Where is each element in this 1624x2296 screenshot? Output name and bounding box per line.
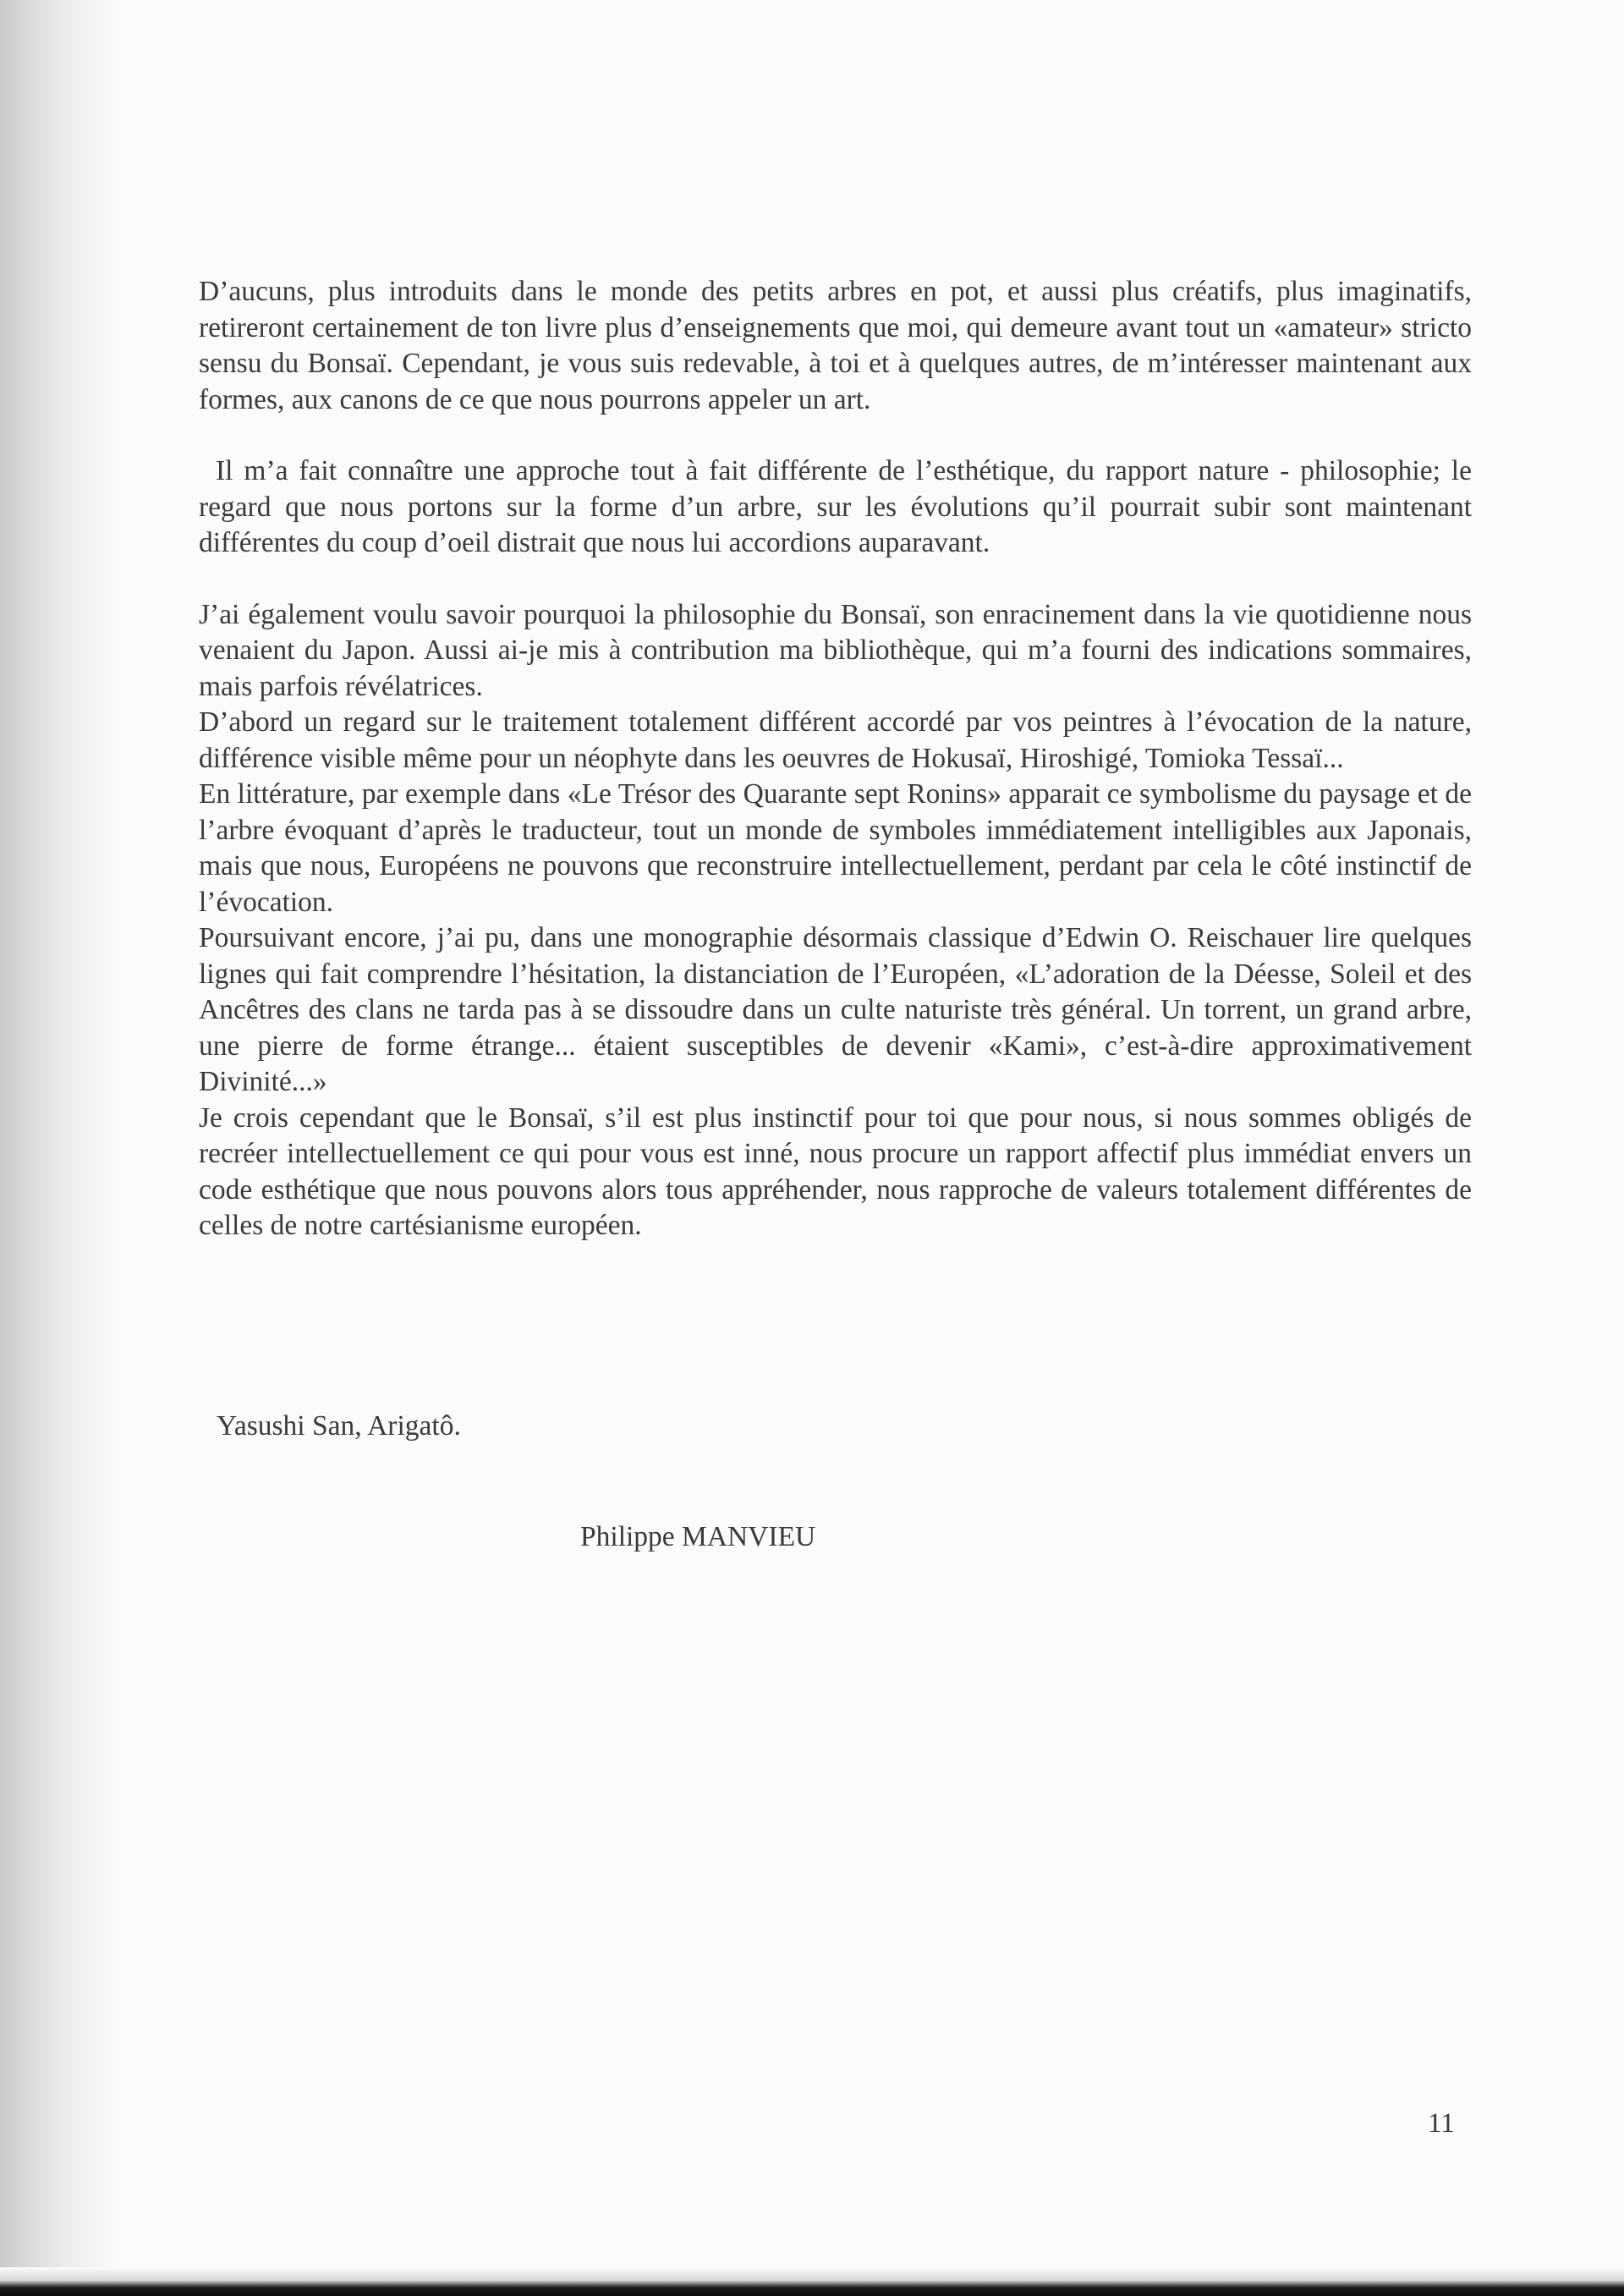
- paragraph-1: D’aucuns, plus introduits dans le monde des petits arbres en pot, et aussi plus créatifs, plus imaginatifs, retireront certainement de ton livre plus d’enseignements que moi, qui demeure avant tout un «amateur» stricto sensu du Bonsaï. Cependant, je vous suis redevable, à toi et à quelques autres, de m’intéresser maintenant aux formes, aux canons de ce que nous pourrons appeler un art.: [199, 276, 1472, 415]
- paragraph-2: Il m’a fait connaître une approche tout à fait différente de l’esthétique, du rapport nature - philosophie; le regard que nous portons sur la forme d’un arbre, sur les évolutions qu’il pourrait subir sont maintenant différentes du coup d’oeil distrait que nous lui accordions auparavant.: [199, 455, 1472, 558]
- author-signature: Philippe MANVIEU: [580, 1521, 816, 1552]
- page-number: 11: [1428, 2108, 1455, 2139]
- paragraph-gap: [199, 418, 1472, 453]
- paragraph-5: En littérature, par exemple dans «Le Trésor des Quarante sept Ronins» apparait ce symbolisme du paysage et de l’arbre évoquant d’après le traducteur, tout un monde de symboles immédiatement intelligibles aux Japonais, mais que nous, Européens ne pouvons que reconstruire intellectuellement, perdant par cela le côté instinctif de l’évocation.: [199, 778, 1472, 918]
- paragraph-4: D’abord un regard sur le traitement totalement différent accordé par vos peintres à l’évocation de la nature, différence visible même pour un néophyte dans les oeuvres de Hokusaï, Hiroshigé, Tomioka Tessaï...: [199, 706, 1472, 774]
- paragraph-3: J’ai également voulu savoir pourquoi la philosophie du Bonsaï, son enracinement dans la vie quotidienne nous venaient du Japon. Aussi ai-je mis à contribution ma bibliothèque, qui m’a fourni des indications sommaires, mais parfois révélatrices.: [199, 598, 1472, 702]
- paragraph-gap: [199, 562, 1472, 597]
- paragraph-7: Je crois cependant que le Bonsaï, s’il est plus instinctif pour toi que pour nous, si nous sommes obligés de recréer intellectuellement ce qui pour vous est inné, nous procure un rapport affectif plus immédiat envers un code esthétique que nous pouvons alors tous appréhender, nous rapproche de valeurs totalement différentes de celles de notre cartésianisme européen.: [199, 1101, 1472, 1241]
- page-bottom-edge: [0, 2267, 1624, 2296]
- body-text: [199, 274, 1472, 1244]
- page-spine-shadow: [0, 0, 127, 2296]
- paragraph-6: Poursuivant encore, j’ai pu, dans une monographie désormais classique d’Edwin O. Reischauer lire quelques lignes qui fait comprendre l’hésitation, la distanciation de l’Européen, «L’adoration de la Déesse, Soleil et des Ancêtres des clans ne tarda pas à se dissoudre dans un culte naturiste très général. Un torrent, un grand arbre, une pierre de forme étrange... étaient susceptibles de devenir «Kami», c’est-à-dire approximativement Divinité...»: [199, 922, 1472, 1097]
- closing-line: Yasushi San, Arigatô.: [217, 1410, 461, 1442]
